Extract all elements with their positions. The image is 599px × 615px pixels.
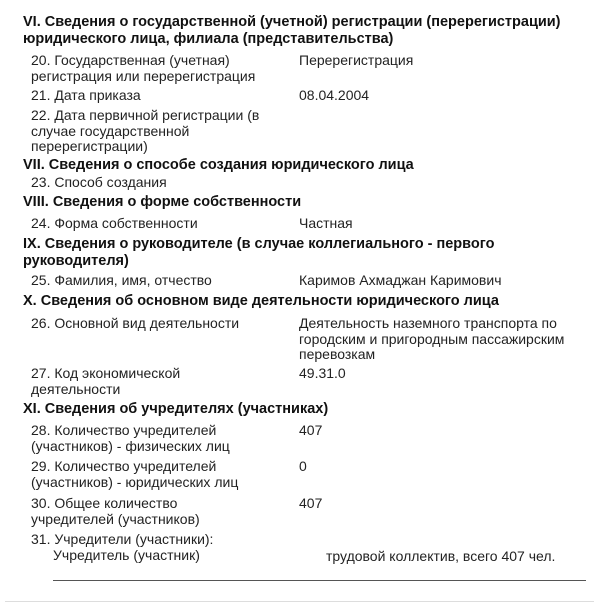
field-30-value: 407: [299, 495, 323, 511]
page-bottom-divider: [5, 601, 594, 602]
field-29-label: 29. Количество учредителей (участников) - юридических лиц: [31, 458, 239, 490]
section-11-title: XI. Сведения об учредителях (участниках): [23, 401, 329, 417]
field-30-label: 30. Общее количество учредителей (участников): [31, 495, 200, 527]
page-bottom-edge: [0, 595, 599, 615]
field-27-label: 27. Код экономической деятельности: [31, 365, 181, 397]
founder-row-divider: [53, 580, 586, 581]
field-23-label: 23. Способ создания: [31, 174, 167, 190]
field-22-label: 22. Дата первичной регистрации (в случае государственной перерегистрации): [31, 107, 260, 154]
field-26-value: Деятельность наземного транспорта по городским и пригородным пассажирским перевозкам: [299, 315, 565, 362]
field-20-label: 20. Государственная (учетная) регистрация или перерегистрация: [31, 52, 256, 84]
founder-row-label: Учредитель (участник): [53, 547, 200, 563]
field-21-value: 08.04.2004: [299, 87, 370, 103]
section-8-title: VIII. Сведения о форме собственности: [23, 194, 302, 210]
section-9-title: IX. Сведения о руководителе (в случае коллегиального - первого руководителя): [23, 236, 495, 269]
field-25-label: 25. Фамилия, имя, отчество: [31, 272, 212, 288]
field-28-label: 28. Количество учредителей (участников) - физических лиц: [31, 422, 230, 454]
field-26-label: 26. Основной вид деятельности: [31, 315, 240, 331]
field-25-value: Каримов Ахмаджан Каримович: [299, 272, 502, 288]
section-7-title: VII. Сведения о способе создания юридического лица: [23, 157, 414, 173]
section-10-title: X. Сведения об основном виде деятельности юридического лица: [23, 293, 499, 309]
field-28-value: 407: [299, 422, 323, 438]
field-29-value: 0: [299, 458, 307, 474]
founder-row-value: трудовой коллектив, всего 407 чел.: [326, 548, 556, 564]
field-20-value: Перерегистрация: [299, 52, 414, 68]
field-21-label: 21. Дата приказа: [31, 87, 141, 103]
section-6-title: VI. Сведения о государственной (учетной) регистрации (перерегистрации) юридического лица, филиала (представительства): [23, 14, 561, 47]
field-24-value: Частная: [299, 215, 353, 231]
field-27-value: 49.31.0: [299, 365, 346, 381]
field-31-label: 31. Учредители (участники):: [31, 531, 214, 547]
field-24-label: 24. Форма собственности: [31, 215, 198, 231]
